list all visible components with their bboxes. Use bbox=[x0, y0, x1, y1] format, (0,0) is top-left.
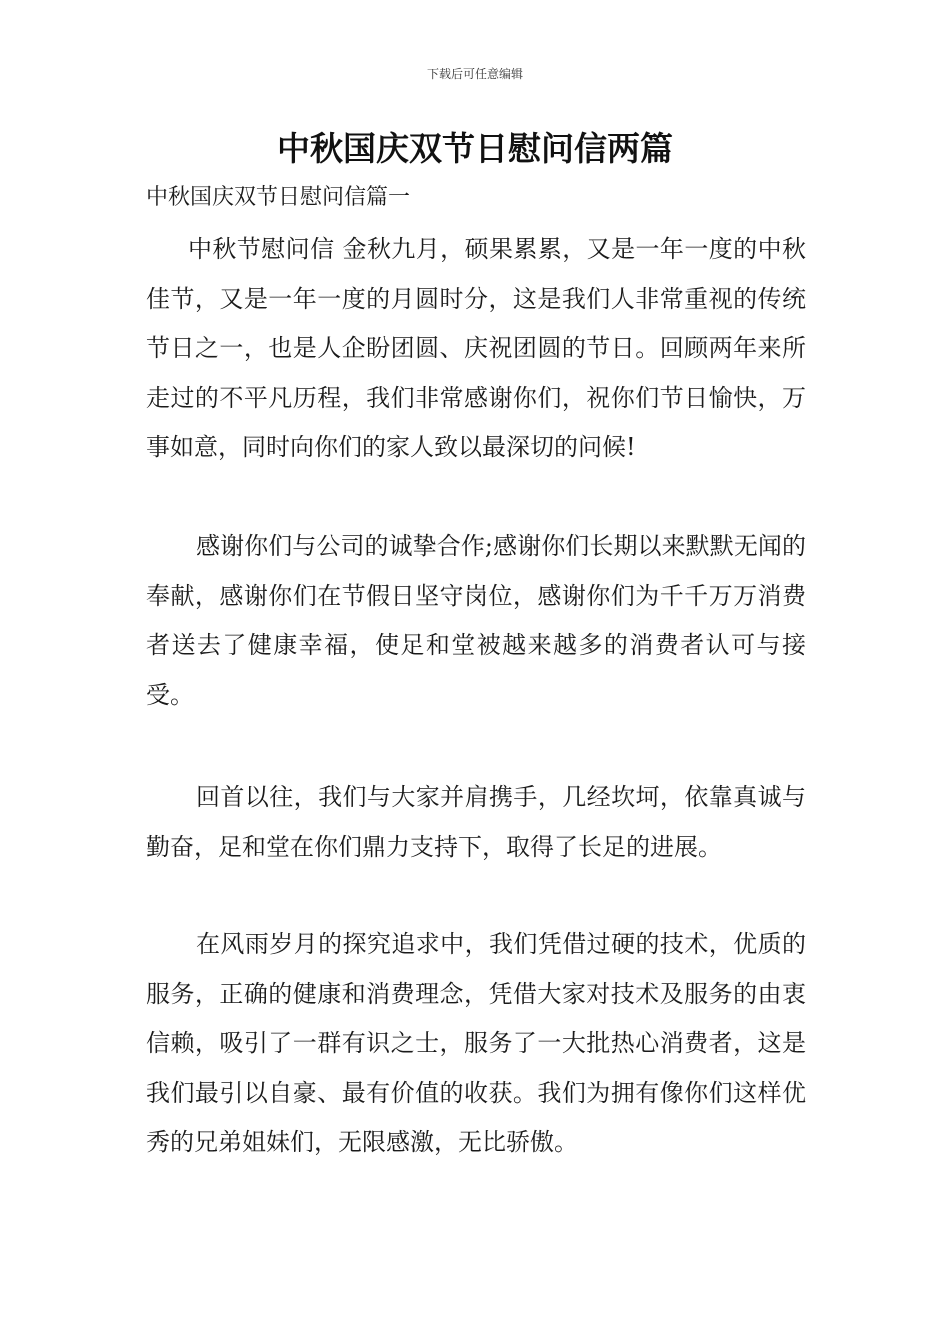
paragraph-1: 中秋节慰问信 金秋九月，硕果累累，又是一年一度的中秋佳节，又是一年一度的月圆时分，这是我们人非常重视的传统节日之一，也是人企盼团圆、庆祝团圆的节日。回顾两年来所走过的不平凡历程，我们非常感谢你们，祝你们节日愉快，万事如意，同时向你们的家人致以最深切的问候! bbox=[146, 235, 806, 461]
paragraph-4: 在风雨岁月的探究追求中，我们凭借过硬的技术，优质的服务，正确的健康和消费理念，凭借大家对技术及服务的由衷信赖，吸引了一群有识之士，服务了一大批热心消费者，这是我们最引以自豪、最有价值的收获。我们为拥有像你们这样优秀的兄弟姐妹们，无限感激，无比骄傲。 bbox=[146, 930, 806, 1156]
section-heading: 中秋国庆双节日慰问信篇一 bbox=[146, 185, 411, 210]
paragraph-2: 感谢你们与公司的诚挚合作;感谢你们长期以来默默无闻的奉献，感谢你们在节假日坚守岗位，感谢你们为千千万万消费者送去了健康幸福，使足和堂被越来越多的消费者认可与接受。 bbox=[146, 532, 806, 709]
paragraph-3: 回首以往，我们与大家并肩携手，几经坎坷，依靠真诚与勤奋，足和堂在你们鼎力支持下，取得了长足的进展。 bbox=[146, 783, 806, 861]
download-note: 下载后可任意编辑 bbox=[426, 67, 523, 81]
document-title: 中秋国庆双节日慰问信两篇 bbox=[277, 129, 673, 168]
